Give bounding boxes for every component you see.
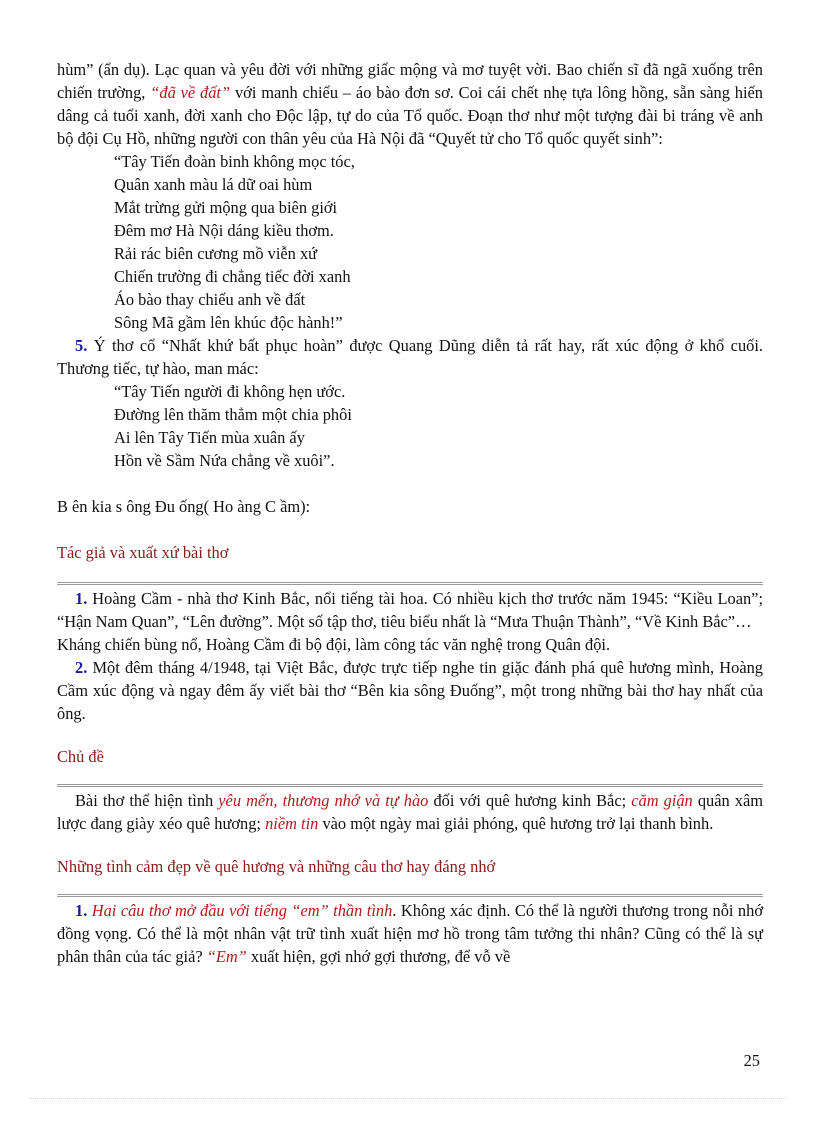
highlight-text: căm giận	[631, 791, 693, 810]
poem-line: Sông Mã gầm lên khúc độc hành!”	[114, 313, 343, 332]
poem-line: Đường lên thăm thẳm một chia phôi	[114, 405, 352, 424]
poem-line: “Tây Tiến người đi không hẹn ước.	[114, 382, 346, 401]
page-bottom-divider	[30, 1098, 786, 1099]
feelings-paragraph-1: 1. Hai câu thơ mở đầu với tiếng “em” thần tình. Không xác định. Có thể là người thương trong nỗi nhớ đồng vọng. Có thể là một nhân vật trữ tình xuất hiện mơ hồ trong tâm tưởng thi nhân? Cũng có thể là sự phân thân của tác giả? “Em” xuất hiện, gợi nhớ gợi thương, để vỗ về	[57, 901, 763, 966]
poem-stanza-2	[114, 380, 763, 472]
section-divider	[57, 784, 763, 787]
poem-stanza-1	[114, 150, 763, 334]
section1-paragraph-extra: Kháng chiến bùng nổ, Hoàng Cầm đi bộ đội, làm công tác văn nghệ trong Quân đội.	[57, 635, 611, 654]
item-number: 2.	[75, 658, 88, 677]
poem-line: Hồn về Sầm Nứa chẳng về xuôi”.	[114, 451, 335, 470]
poem-line: Mắt trừng gửi mộng qua biên giới	[114, 198, 338, 217]
poem-line: Quân xanh màu lá dữ oai hùm	[114, 175, 313, 194]
section-heading-feelings: Những tình cảm đẹp về quê hương và những câu thơ hay đáng nhớ	[57, 857, 496, 876]
document-page	[57, 58, 763, 968]
section-heading-theme: Chủ đề	[57, 747, 104, 766]
highlight-text: yêu mến, thương nhớ và tự hào	[218, 791, 429, 810]
section-divider	[57, 582, 763, 585]
item-number: 1.	[75, 589, 88, 608]
section1-paragraph-2: 2. Một đêm tháng 4/1948, tại Việt Bắc, được trực tiếp nghe tin giặc đánh phá quê hương mình, Hoàng Cầm xúc động và ngay đêm ấy viết bài thơ “Bên kia sông Đuống”, một trong những bài thơ hay nhất của ông.	[57, 658, 763, 723]
section-divider	[57, 894, 763, 897]
poem-line: Rải rác biên cương mồ viễn xứ	[114, 244, 318, 263]
poem-line: Áo bào thay chiếu anh về đất	[114, 290, 306, 309]
page-number: 25	[743, 1051, 760, 1070]
item-number: 1.	[75, 901, 88, 920]
highlight-text: Hai câu thơ mở đầu với tiếng “em” thần tình	[87, 901, 393, 920]
poem-line: Đêm mơ Hà Nội dáng kiều thơm.	[114, 221, 334, 240]
paragraph-5: 5. Ý thơ cổ “Nhất khứ bất phục hoàn” được Quang Dũng diễn tả rất hay, rất xúc động ở khổ cuối. Thương tiếc, tự hào, man mác:	[57, 336, 763, 378]
section1-paragraph-1: 1. Hoàng Cầm - nhà thơ Kinh Bắc, nổi tiếng tài hoa. Có nhiều kịch thơ trước năm 1945: “Kiều Loan”; “Hận Nam Quan”, “Lên đường”. Một số tập thơ, tiêu biểu nhất là “Mưa Thuận Thành”, “Về Kinh Bắc”…	[57, 589, 763, 631]
quote-highlight: “đã về đất”	[150, 83, 231, 102]
section-heading-author: Tác giả và xuất xứ bài thơ	[57, 543, 229, 562]
highlight-text: niềm tin	[265, 814, 319, 833]
item-number: 5.	[75, 336, 88, 355]
poem-line: Chiến trường đi chẳng tiếc đời xanh	[114, 267, 351, 286]
poem-title-line: B ên kia s ông Đu ống( Ho àng C ầm):	[57, 497, 311, 516]
highlight-text: “Em”	[206, 947, 247, 966]
intro-paragraph: hùm” (ẩn dụ). Lạc quan và yêu đời với những giấc mộng và mơ tuyệt vời. Bao chiến sĩ đã ngã xuống trên chiến trường, “đã về đất” với manh chiếu – áo bào đơn sơ. Coi cái chết nhẹ tựa lông hồng, sẵn sàng hiến dâng cả tuổi xanh, đời xanh cho Độc lập, tự do của Tổ quốc. Đoạn thơ như một tượng đài bi tráng về anh bộ đội Cụ Hồ, những người con thân yêu của Hà Nội đã “Quyết tử cho Tổ quốc quyết sinh”:	[57, 60, 763, 148]
poem-line: Ai lên Tây Tiến mùa xuân ấy	[114, 428, 305, 447]
theme-paragraph: Bài thơ thể hiện tình yêu mến, thương nhớ và tự hào đối với quê hương kinh Bắc; căm giận quân xâm lược đang giày xéo quê hương; niềm tin vào một ngày mai giải phóng, quê hương trở lại thanh bình.	[57, 791, 763, 833]
poem-line: “Tây Tiến đoàn binh không mọc tóc,	[114, 152, 355, 171]
